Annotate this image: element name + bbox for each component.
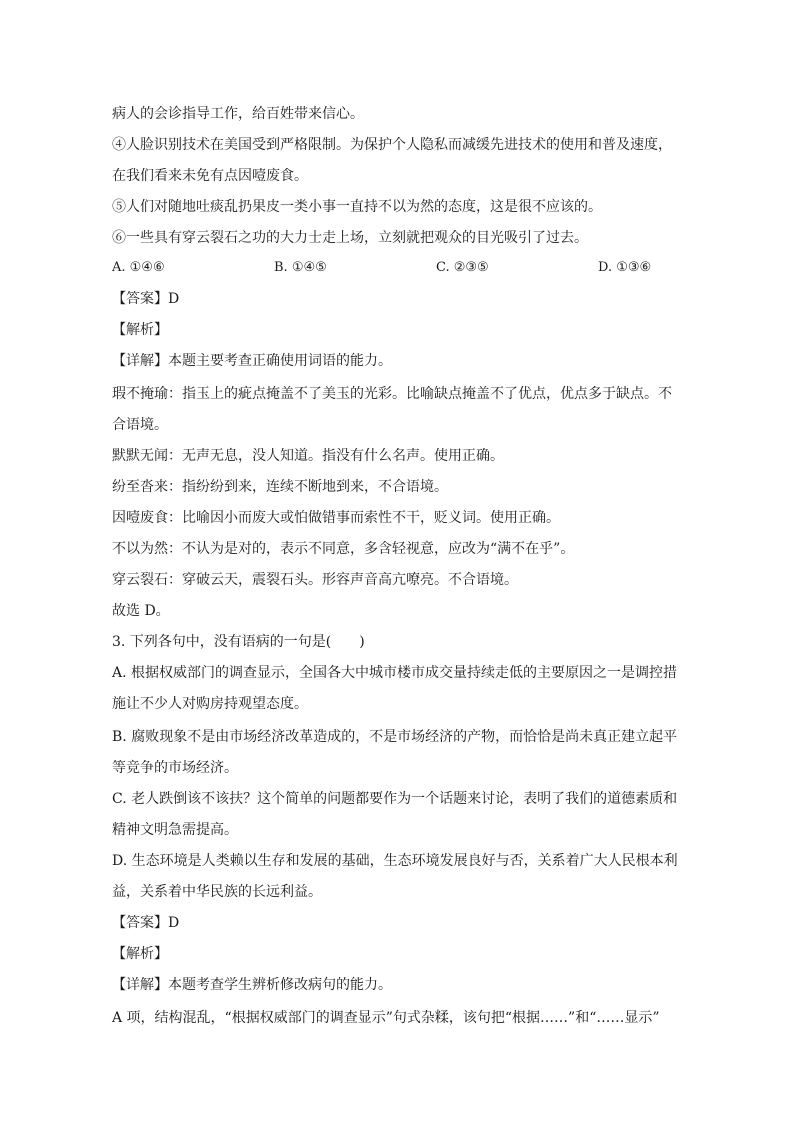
explanation-line: 穿云裂石：穿破云天，震裂石头。形容声音高亢嘹亮。不合语境。 [112,572,518,588]
q3-option-a-line-2: 施让不少人对购房持观望态度。 [112,696,308,712]
detail-line: 【详解】本题主要考查正确使用词语的能力。 [112,353,392,369]
question-3-stem: 3. 下列各句中，没有语病的一句是( ) [112,634,365,650]
explanation-line: 因噎废食：比喻因小而废大或怕做错事而索性不干，贬义词。使用正确。 [112,510,560,526]
explanation-line: 合语境。 [112,417,168,433]
option-a: A. ①④⑥ [112,260,165,275]
analysis-label: 【解析】 [112,322,168,338]
q3-option-b-line-2: 等竞争的市场经济。 [112,760,238,776]
q3-option-b-line-1: B. 腐败现象不是由市场经济改革造成的，不是市场经济的产物，而恰恰是尚未真正建立起平 [112,729,678,745]
q3-option-a-line-1: A. 根据权威部门的调查显示，全国各大中城市楼市成交量持续走低的主要原因之一是调控措 [112,665,678,681]
conclusion-line: 故选 D。 [112,603,170,619]
q3-option-d-line-1: D. 生态环境是人类赖以生存和发展的基础，生态环境发展良好与否，关系着广大人民根本利 [112,853,678,869]
answer-label: 【答案】D [112,291,180,307]
sentence-4-line-1: ④人脸识别技术在美国受到严格限制。为保护个人隐私而减缓先进技术的使用和普及速度， [112,137,672,153]
explanation-line: 瑕不掩瑜：指玉上的疵点掩盖不了美玉的光彩。比喻缺点掩盖不了优点，优点多于缺点。不 [112,386,672,402]
q3-analysis-label: 【解析】 [112,946,168,962]
q3-option-d-line-2: 益，关系着中华民族的长远利益。 [112,884,322,900]
option-d: D. ①③⑥ [598,260,652,275]
sentence-5: ⑤人们对随地吐痰乱扔果皮一类小事一直持不以为然的态度，这是很不应该的。 [112,199,602,215]
explanation-line: 不以为然：不认为是对的，表示不同意，多含轻视意，应改为“满不在乎”。 [112,541,575,557]
sentence-4-line-2: 在我们看来未免有点因噎废食。 [112,168,308,184]
q3-option-c-line-2: 精神文明急需提高。 [112,822,238,838]
q3-option-c-line-1: C. 老人跌倒该不该扶？这个简单的问题都要作为一个话题来讨论，表明了我们的道德素质和 [112,791,678,807]
option-b: B. ①④⑤ [274,260,327,275]
explanation-line: 默默无闻：无声无息，没人知道。指没有什么名声。使用正确。 [112,448,504,464]
q3-detail-line: 【详解】本题考查学生辨析修改病句的能力。 [112,977,392,993]
explanation-line: 纷至沓来：指纷纷到来，连续不断地到来，不合语境。 [112,479,448,495]
carry-over-line: 病人的会诊指导工作，给百姓带来信心。 [112,106,364,122]
q3-explanation-a: A 项，结构混乱，“根据权威部门的调查显示”句式杂糅，该句把“根据……”和“……显示” [112,1010,660,1026]
q3-answer-label: 【答案】D [112,915,180,931]
sentence-6: ⑥一些具有穿云裂石之功的大力士走上场，立刻就把观众的目光吸引了过去。 [112,230,588,246]
option-c: C. ②③⑤ [436,260,489,275]
